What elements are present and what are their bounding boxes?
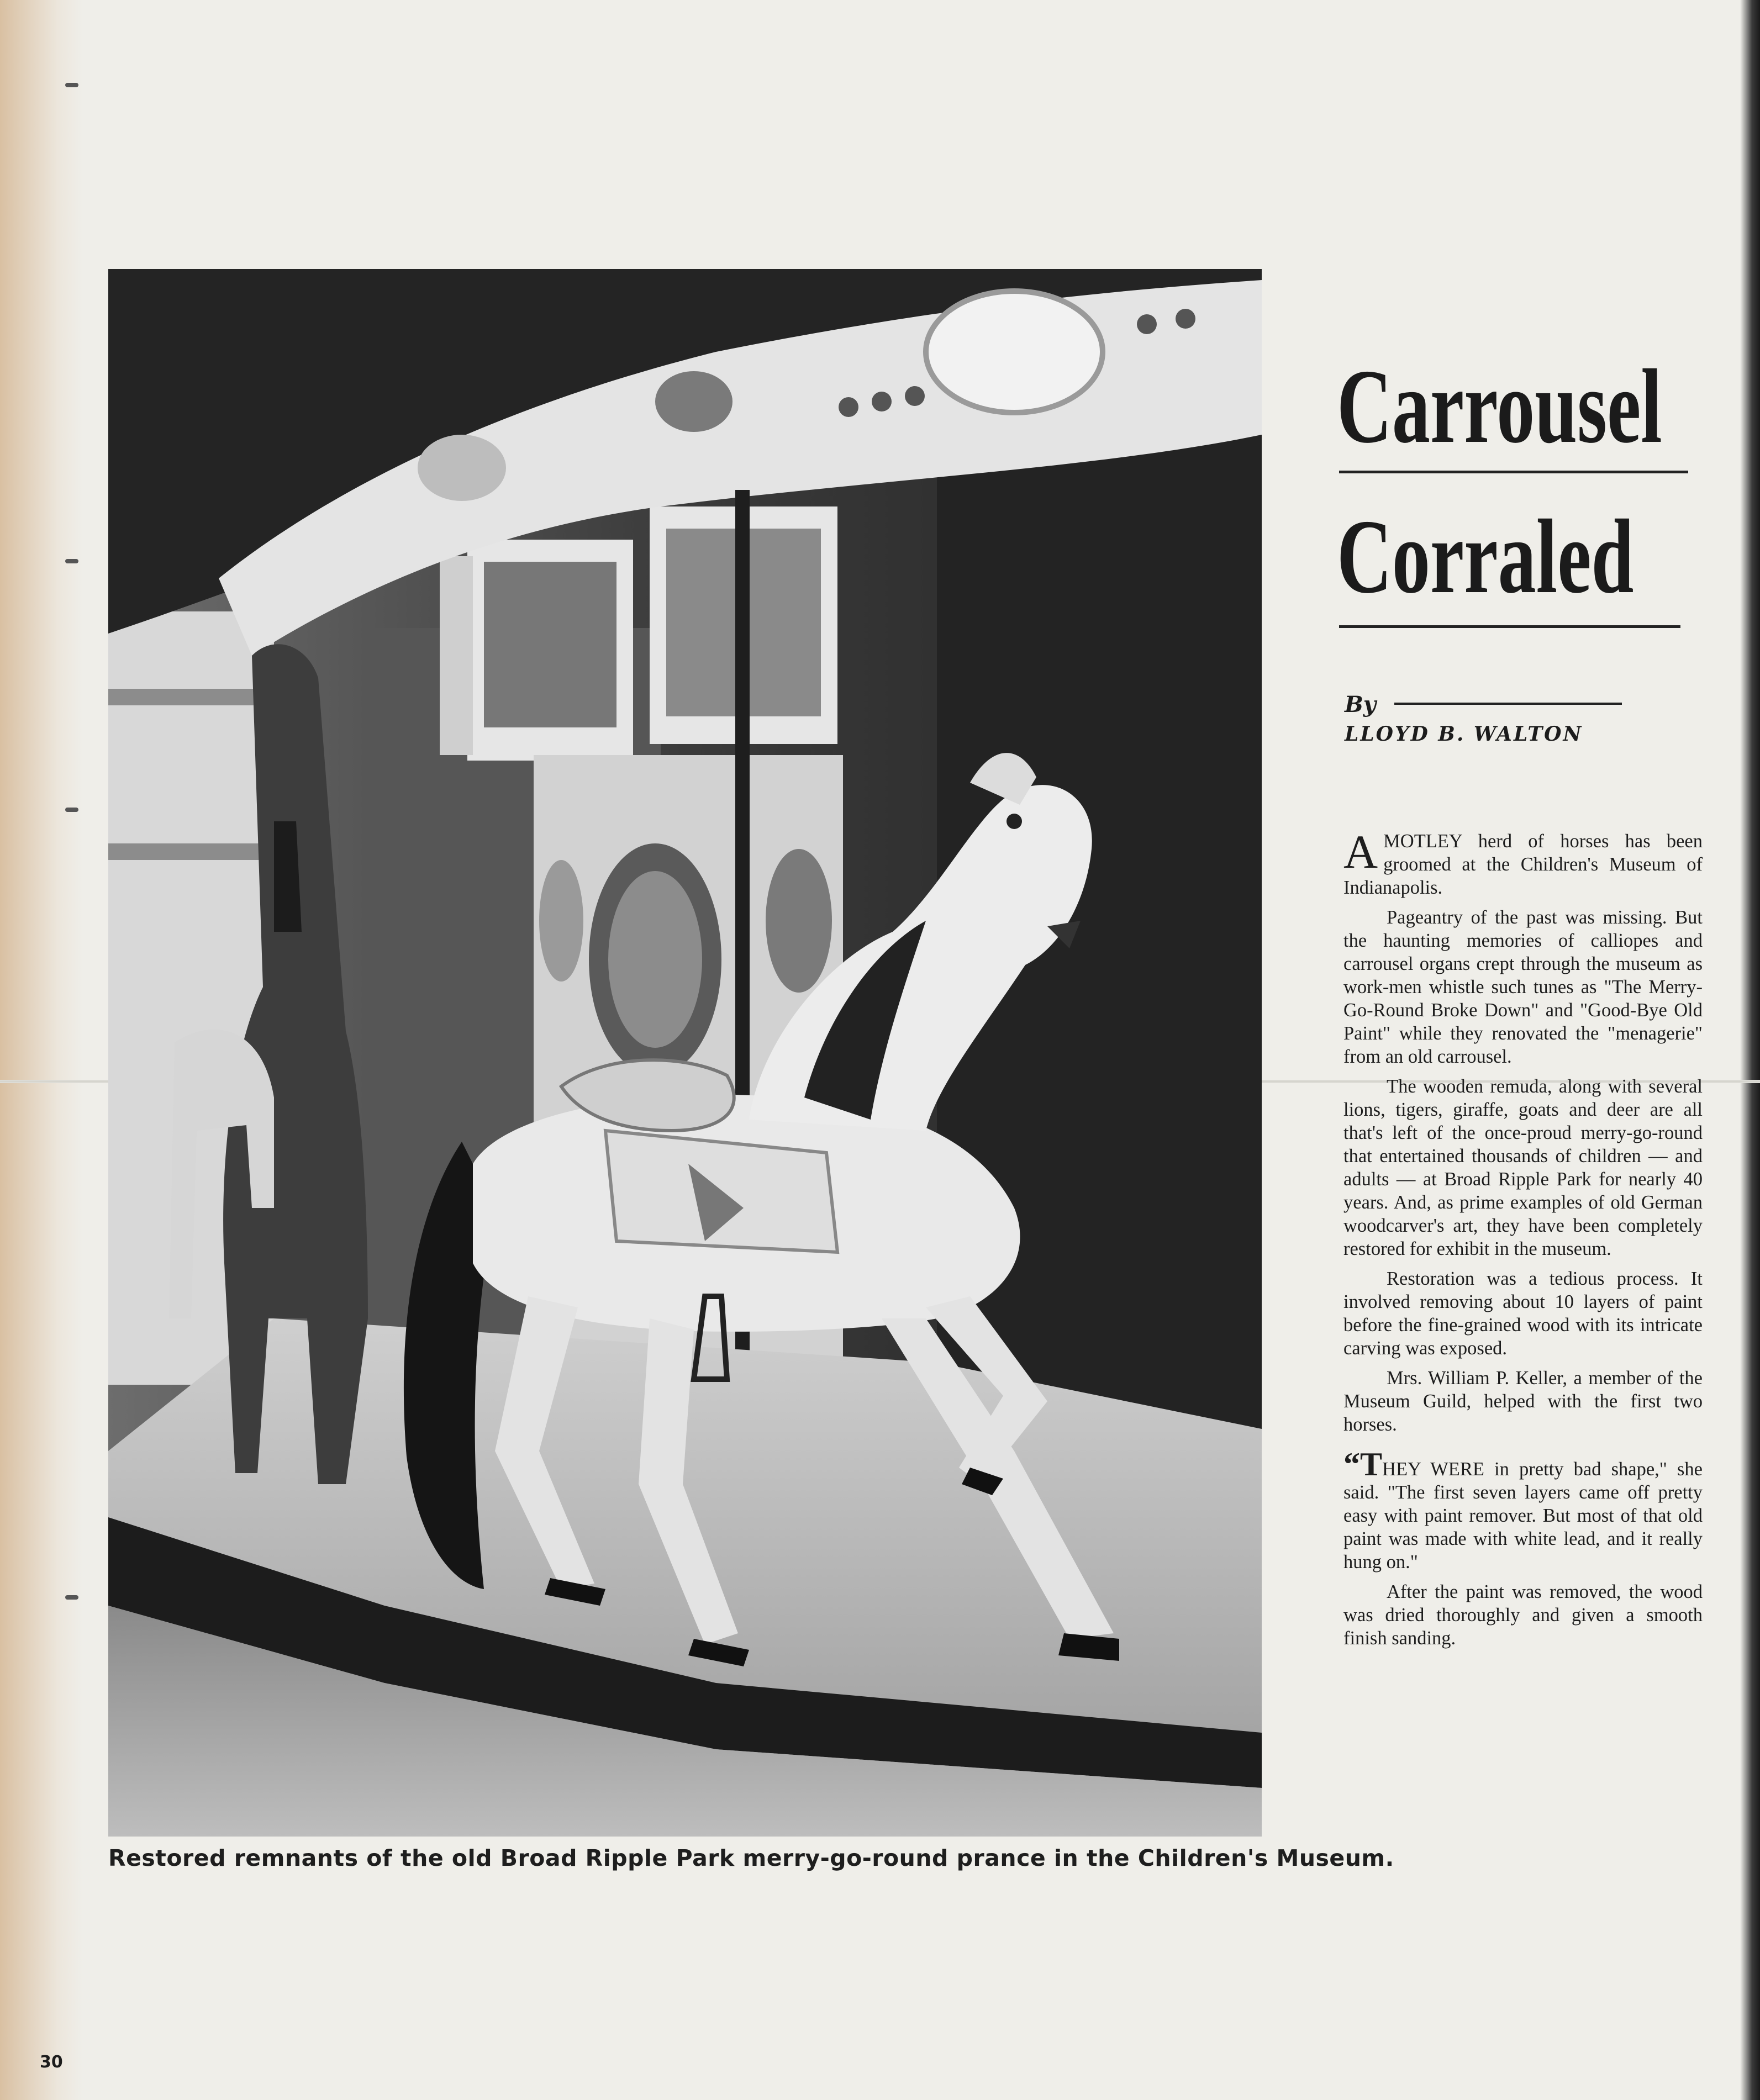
article-paragraph bbox=[1343, 1446, 1703, 1574]
margin-mark bbox=[65, 83, 78, 87]
photo-caption: Restored remnants of the old Broad Ripple Park merry-go-round prance in the Children's Museum. bbox=[108, 1845, 1394, 1871]
article-body bbox=[1343, 825, 1703, 1656]
page-number: 30 bbox=[40, 2052, 63, 2072]
page-edge-dark bbox=[1740, 0, 1760, 2100]
article-paragraph: After the paint was removed, the wood was dried thoroughly and given a smooth finish sanding. bbox=[1343, 1581, 1703, 1649]
article-paragraph: The wooden remuda, along with several lions, tigers, giraffe, goats and deer are all that's left of the once-proud merry-go-round that entertained thousands of children — and adults — at Broad Ripple Park for nearly 40 years. And, as prime examples of old German woodcarver's art, they have been completely restored for exhibit in the museum. bbox=[1343, 1076, 1703, 1259]
headline-rule bbox=[1339, 471, 1688, 473]
article-paragraph bbox=[1343, 825, 1703, 899]
page-edge-shadow bbox=[0, 0, 83, 2100]
quote-cap: “T bbox=[1343, 1446, 1383, 1482]
byline-rule bbox=[1394, 703, 1622, 705]
article-paragraph: Mrs. William P. Keller, a member of the Museum Guild, helped with the first two horses. bbox=[1343, 1368, 1703, 1435]
article-paragraph: Restoration was a tedious process. It involved removing about 10 layers of paint before the fine-grained wood with its intricate carving was exposed. bbox=[1343, 1268, 1703, 1359]
carousel-photo bbox=[108, 269, 1262, 1837]
margin-mark bbox=[65, 559, 78, 563]
margin-mark bbox=[65, 1595, 78, 1600]
headline-rule bbox=[1339, 625, 1680, 628]
byline-by: By bbox=[1345, 692, 1377, 717]
drop-cap: A bbox=[1343, 825, 1378, 878]
headline-line-1: Carrousel bbox=[1337, 347, 1662, 465]
paragraph-text: MOTLEY herd of horses has been groomed at the Children's Museum of Indianapolis. bbox=[1343, 831, 1703, 898]
headline-line-2: Corraled bbox=[1337, 498, 1634, 615]
paragraph-text: HEY WERE in pretty bad shape," she said. "The first seven layers came off pretty easy with paint remover. But most of that old paint was made with white lead, and it really hung on." bbox=[1343, 1459, 1703, 1573]
byline-author: LLOYD B. WALTON bbox=[1345, 722, 1583, 746]
carousel-photo-illustration bbox=[108, 269, 1262, 1837]
margin-mark bbox=[65, 808, 78, 812]
article-paragraph: Pageantry of the past was missing. But the haunting memories of calliopes and carrousel organs crept through the museum as work-men whistle such tunes as "The Merry-Go-Round Broke Down" and "Good-Bye Old Paint" while they renovated the "menagerie" from an old carrousel. bbox=[1343, 907, 1703, 1067]
